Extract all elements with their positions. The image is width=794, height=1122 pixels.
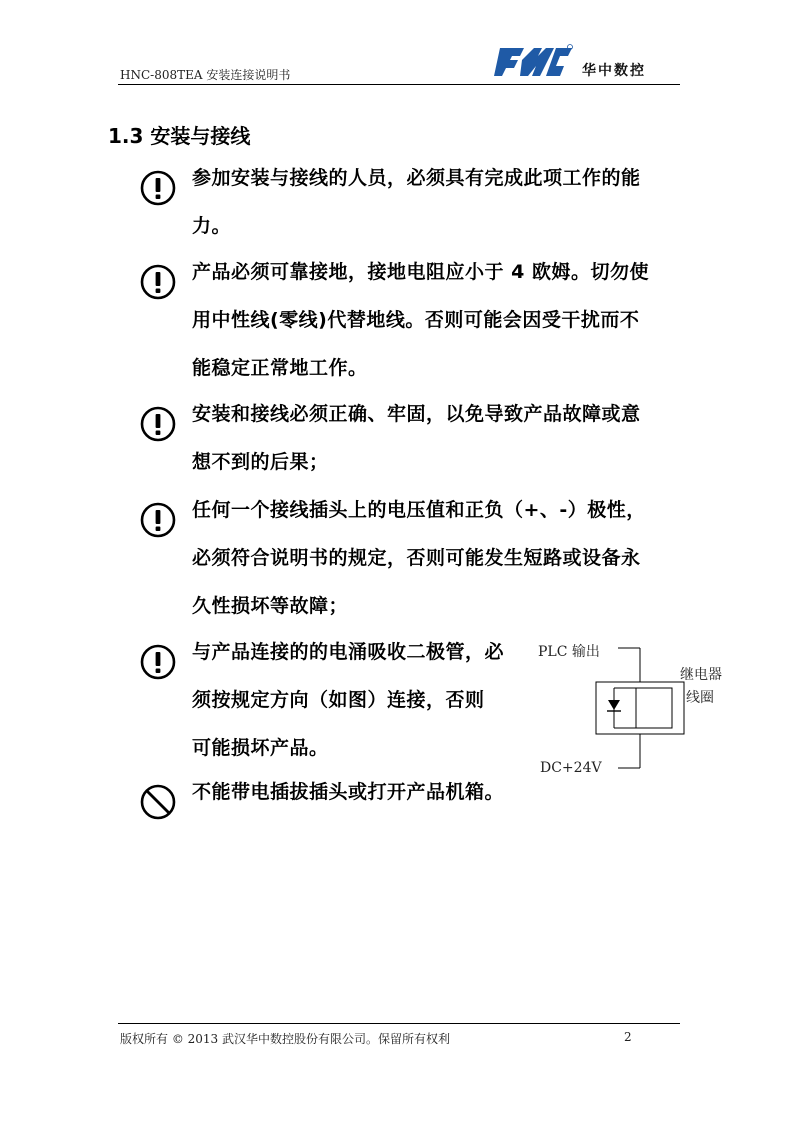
item-text-line: 能稳定正常地工作。 (192, 357, 368, 379)
warning-exclamation-icon (140, 264, 176, 300)
document-title: HNC-808TEA 安装连接说明书 (120, 68, 291, 82)
coil-label: 线圈 (686, 690, 714, 706)
item-text-line: 产品必须可靠接地，接地电阻应小于 4 欧姆。切勿使 (192, 261, 649, 283)
logo-label: 华中数控 (582, 63, 646, 79)
warning-exclamation-icon (140, 406, 176, 442)
item-text-line: 力。 (192, 215, 232, 237)
item-text-line: 不能带电插拔插头或打开产品机箱。 (192, 781, 505, 803)
copyright-notice: 版权所有 © 2013 武汉华中数控股份有限公司。保留所有权利 (120, 1032, 450, 1046)
dc-voltage-label: DC+24V (540, 760, 602, 776)
item-text-line: 想不到的后果； (192, 451, 329, 473)
item-text-line: 参加安装与接线的人员，必须具有完成此项工作的能 (192, 167, 641, 189)
relay-label: 继电器 (680, 667, 722, 683)
page-number: 2 (624, 1030, 632, 1044)
item-text-line: 安装和接线必须正确、牢固，以免导致产品故障或意 (192, 403, 641, 425)
prohibition-icon (140, 784, 176, 820)
item-text-line: 可能损坏产品。 (192, 737, 329, 759)
item-text-line: 久性损坏等故障； (192, 595, 349, 617)
warning-exclamation-icon (140, 170, 176, 206)
item-text-line: 任何一个接线插头上的电压值和正负（+、-）极性， (192, 499, 646, 521)
footer-divider (118, 1023, 680, 1024)
header-divider (118, 84, 680, 85)
item-text-line: 用中性线(零线)代替地线。否则可能会因受干扰而不 (192, 309, 640, 331)
hnc-logo-icon (494, 44, 574, 78)
item-text-line: 与产品连接的的电涌吸收二极管，必 (192, 641, 505, 663)
warning-exclamation-icon (140, 502, 176, 538)
plc-output-label: PLC 输出 (538, 644, 600, 660)
item-text-line: 须按规定方向（如图）连接，否则 (192, 689, 485, 711)
section-title: 1.3 安装与接线 (108, 124, 251, 148)
warning-exclamation-icon (140, 644, 176, 680)
item-text-line: 必须符合说明书的规定，否则可能发生短路或设备永 (192, 547, 641, 569)
relay-diode-diagram (534, 638, 734, 778)
